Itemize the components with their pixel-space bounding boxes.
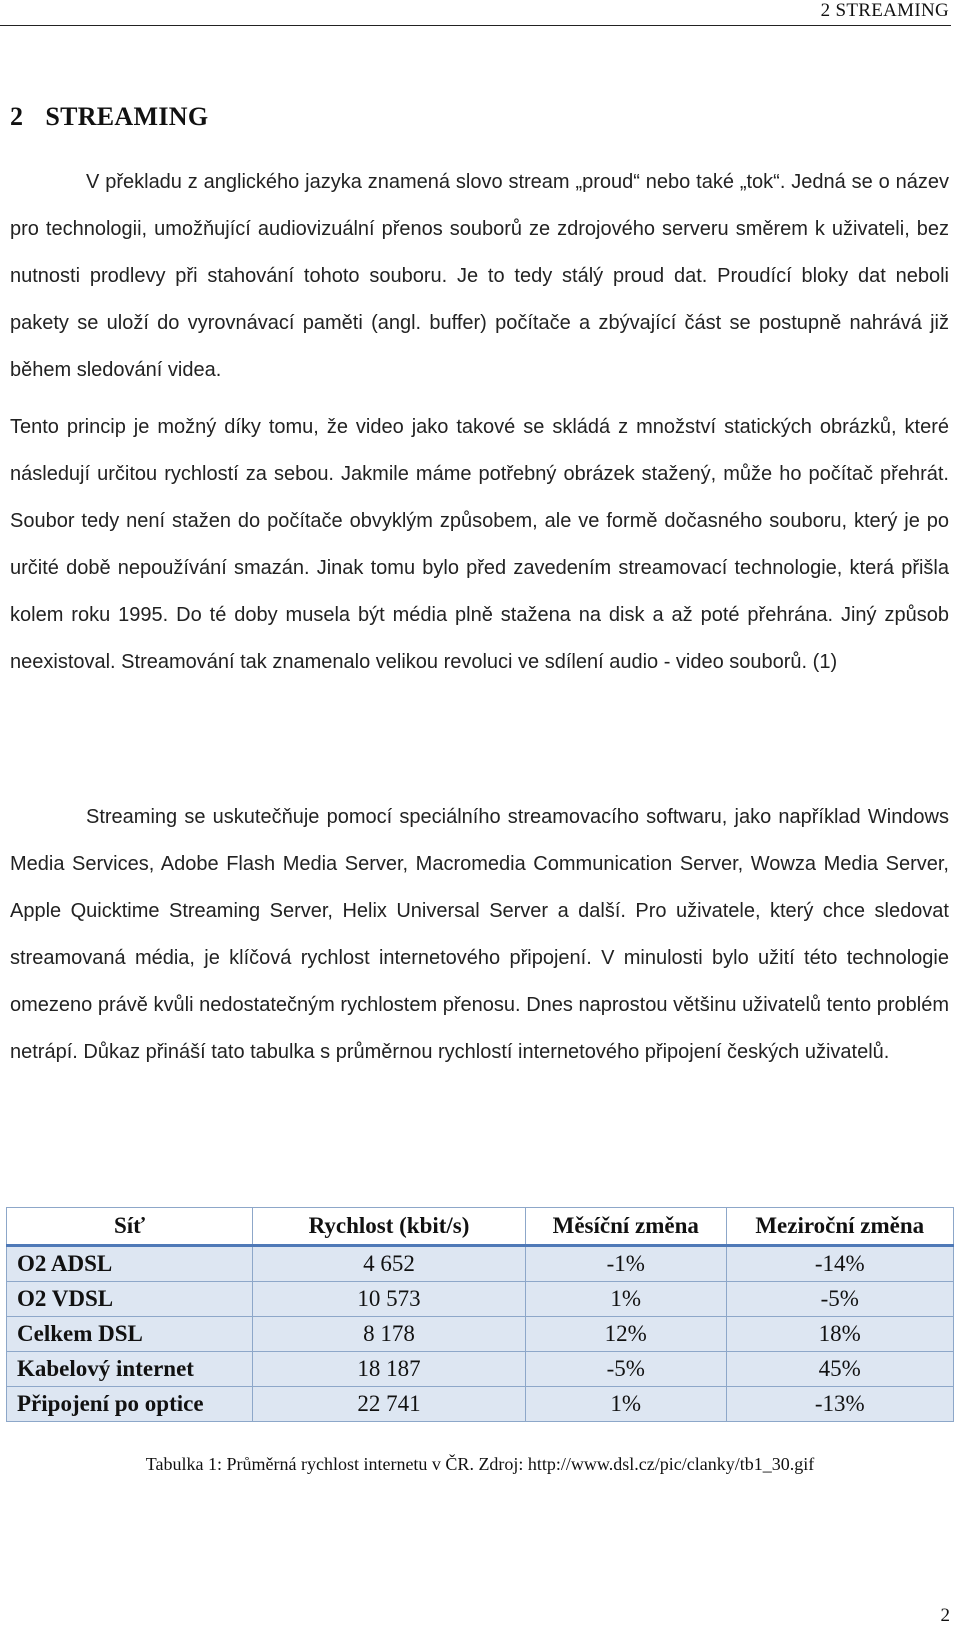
cell-network: O2 VDSL (7, 1282, 253, 1317)
table-header-row (7, 1208, 954, 1246)
cell-monthly-change: -1% (525, 1246, 726, 1282)
header-yearly-change: Meziroční změna (726, 1208, 953, 1246)
header-monthly-change: Měsíční změna (525, 1208, 726, 1246)
chapter-heading (10, 102, 208, 132)
internet-speed-table (6, 1207, 954, 1422)
table-row (7, 1387, 954, 1422)
cell-speed: 4 652 (253, 1246, 526, 1282)
cell-yearly-change: -13% (726, 1387, 953, 1422)
cell-yearly-change: 18% (726, 1317, 953, 1352)
cell-speed: 10 573 (253, 1282, 526, 1317)
paragraph-principle: Tento princip je možný díky tomu, že video jako takové se skládá z množství statických obrázků, které následují určitou rychlostí za sebou. Jakmile máme potřebný obrázek stažený, může ho počítač přehrát. Soubor tedy není stažen do počítače obvyklým způsobem, ale ve formě dočasného souboru, který je po určité době nepoužívání smazán. Jinak tomu bylo před zavedením streamovací technologie, která přišla kolem roku 1995. Do té doby musela být média plně stažena na disk a až poté přehrána. Jiný způsob neexistoval. Streamování tak znamenalo velikou revoluci ve sdílení audio - video souborů. (1) (10, 416, 949, 673)
cell-speed: 22 741 (253, 1387, 526, 1422)
cell-monthly-change: -5% (525, 1352, 726, 1387)
cell-network: Celkem DSL (7, 1317, 253, 1352)
cell-network: Připojení po optice (7, 1387, 253, 1422)
chapter-title: STREAMING (45, 102, 209, 131)
paragraph-software: Streaming se uskutečňuje pomocí speciálního streamovacího softwaru, jako například Windows Media Services, Adobe Flash Media Server, Macromedia Communication Server, Wowza Media Server, Apple Quicktime Streaming Server, Helix Universal Server a další. Pro uživatele, který chce sledovat streamovaná média, je klíčová rychlost internetového připojení. V minulosti bylo užití této technologie omezeno právě kvůli nedostatečným rychlostem přenosu. Dnes naprostou většinu uživatelů tento problém netrápí. Důkaz přináší tato tabulka s průměrnou rychlostí internetového připojení českých uživatelů. (10, 806, 949, 1063)
page-number: 2 (940, 1605, 950, 1626)
chapter-number: 2 (10, 102, 24, 131)
paragraph-intro: V překladu z anglického jazyka znamená slovo stream „proud“ nebo také „tok“. Jedná se o název pro technologii, umožňující audiovizuální přenos souborů ze zdrojového serveru směrem k uživateli, bez nutnosti prodlevy při stahování tohoto souboru. Je to tedy stálý proud dat. Proudící bloky dat neboli pakety se uloží do vyrovnávací paměti (angl. buffer) počítače a zbývající část se postupně nahrává již během sledování videa. (10, 171, 949, 381)
table-row (7, 1282, 954, 1317)
header-speed: Rychlost (kbit/s) (253, 1208, 526, 1246)
table-row (7, 1317, 954, 1352)
cell-yearly-change: -5% (726, 1282, 953, 1317)
cell-monthly-change: 1% (525, 1282, 726, 1317)
table-caption: Tabulka 1: Průměrná rychlost internetu v ČR. Zdroj: http://www.dsl.cz/pic/clanky/tb1_30.gif (145, 1454, 815, 1474)
cell-yearly-change: -14% (726, 1246, 953, 1282)
header-network: Síť (7, 1208, 253, 1246)
cell-yearly-change: 45% (726, 1352, 953, 1387)
cell-monthly-change: 1% (525, 1387, 726, 1422)
table-row (7, 1246, 954, 1282)
cell-network: O2 ADSL (7, 1246, 253, 1282)
running-header-title: 2 STREAMING (820, 0, 949, 21)
table-row (7, 1352, 954, 1387)
cell-speed: 8 178 (253, 1317, 526, 1352)
cell-speed: 18 187 (253, 1352, 526, 1387)
cell-network: Kabelový internet (7, 1352, 253, 1387)
cell-monthly-change: 12% (525, 1317, 726, 1352)
running-header (0, 0, 951, 26)
